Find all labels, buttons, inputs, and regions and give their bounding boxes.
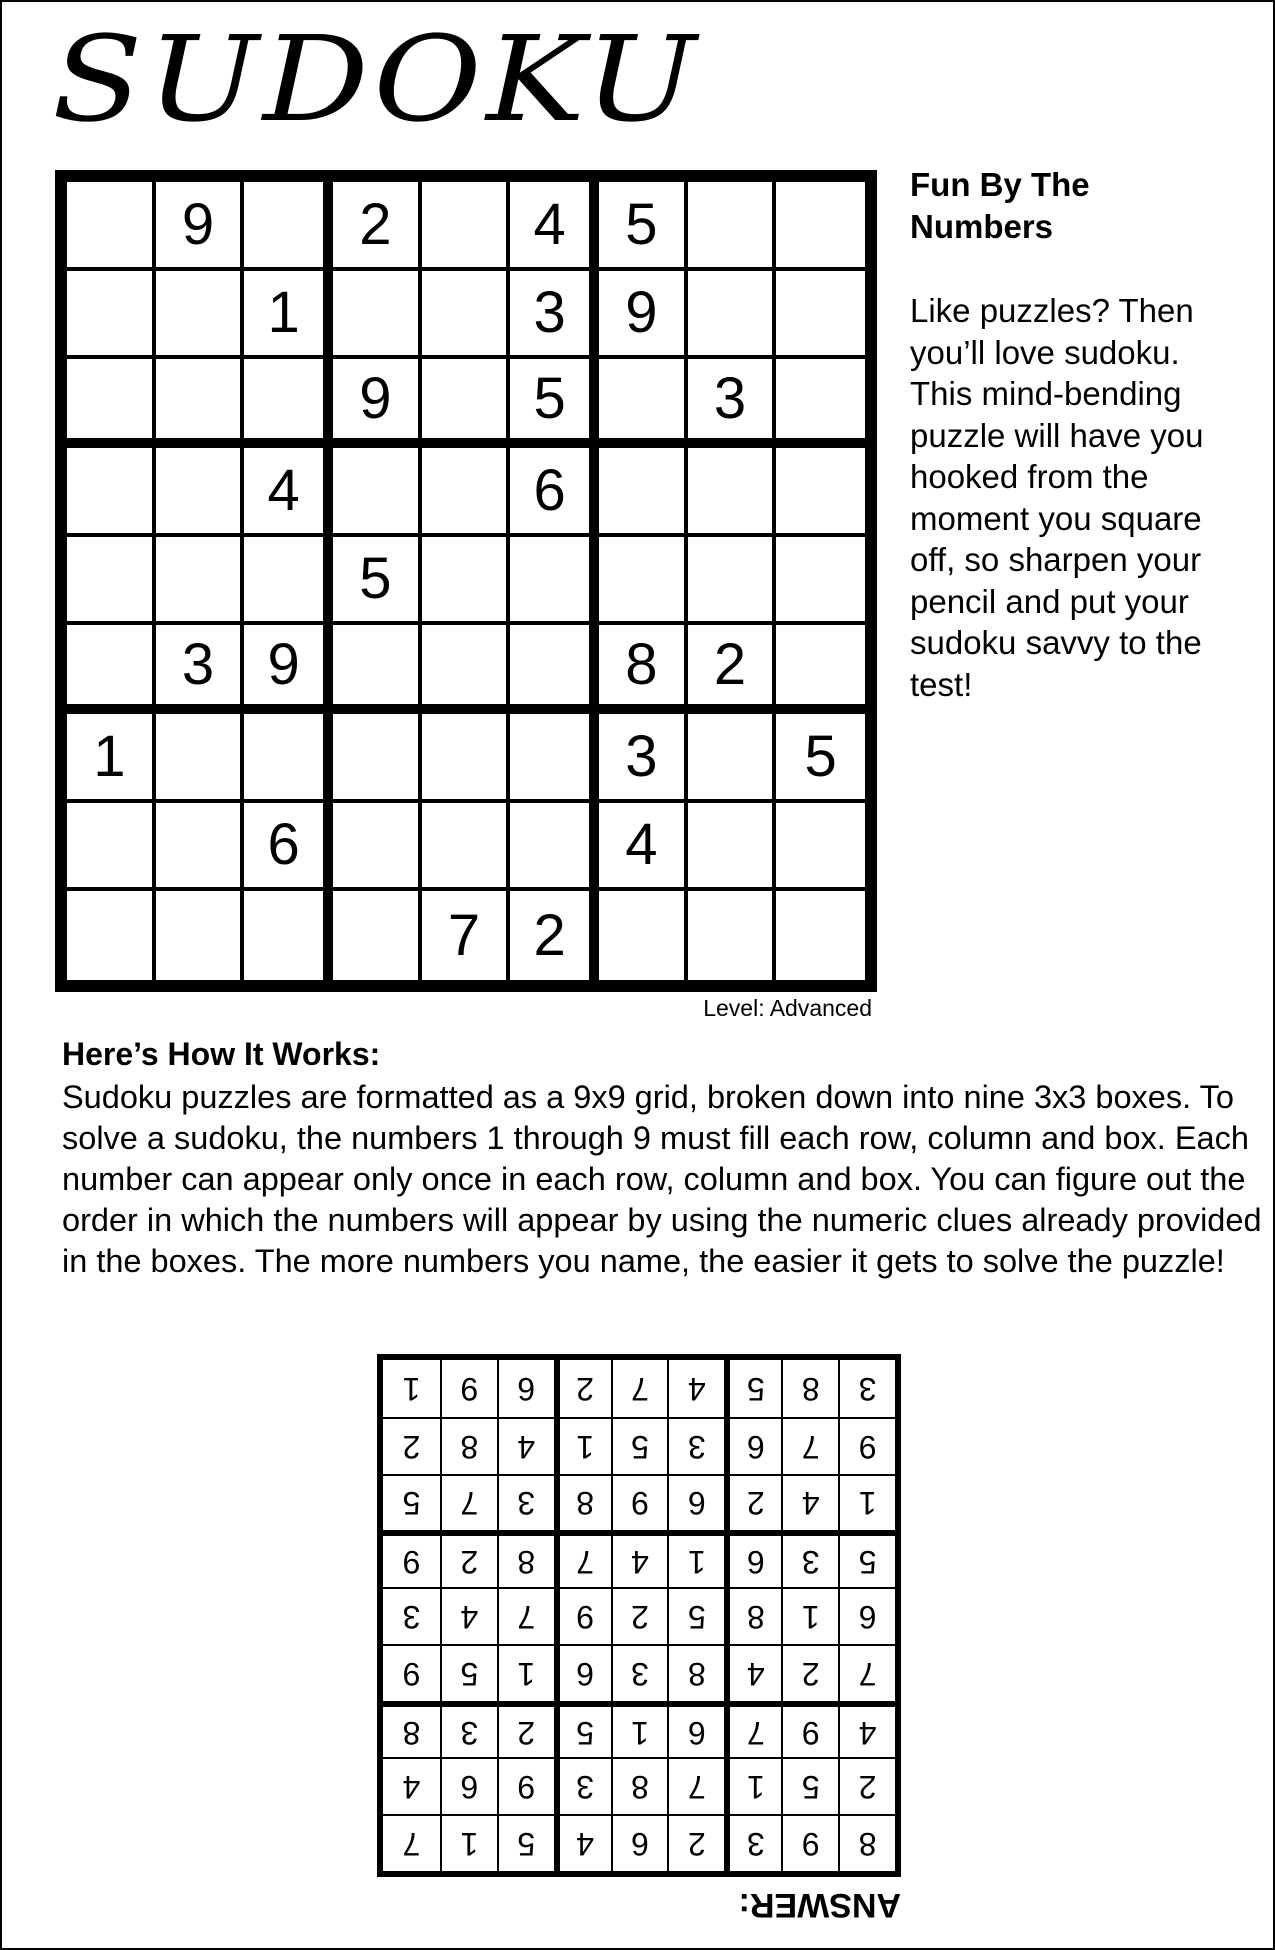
puzzle-cell-r2-c2[interactable]	[156, 271, 245, 360]
puzzle-cell-r7-c3[interactable]	[244, 714, 333, 803]
answer-cell-r8-c6: 1	[554, 1417, 611, 1474]
puzzle-cell-r7-c5[interactable]	[422, 714, 511, 803]
puzzle-cell-r8-c8[interactable]	[688, 803, 777, 892]
puzzle-cell-r1-c8[interactable]	[688, 182, 777, 271]
puzzle-cell-r2-c8[interactable]	[688, 271, 777, 360]
answer-cell-r3-c8: 3	[440, 1701, 497, 1758]
puzzle-cell-r9-c5[interactable]: 7	[422, 891, 511, 980]
puzzle-cell-r4-c4[interactable]	[333, 448, 422, 537]
puzzle-cell-r6-c5[interactable]	[422, 625, 511, 714]
answer-cell-r4-c8: 5	[440, 1644, 497, 1701]
answer-cell-r8-c9: 2	[383, 1417, 440, 1474]
answer-cell-r7-c3: 2	[724, 1474, 781, 1531]
instructions-text: Sudoku puzzles are formatted as a 9x9 grid, broken down into nine 3x3 boxes. To solve a sudoku, the numbers 1 through 9 must fill each row, column and box. Each number can appear only once in each row, column and box. You can figure out the order in which the numbers will appear by using the numeric clues already provided in the boxes. The more numbers you name, the easier it gets to solve the puzzle!	[62, 1079, 1262, 1279]
answer-cell-r3-c7: 2	[497, 1701, 554, 1758]
puzzle-cell-r4-c3[interactable]: 4	[244, 448, 333, 537]
answer-cell-r6-c5: 4	[611, 1530, 668, 1587]
answer-cell-r2-c3: 1	[724, 1757, 781, 1814]
answer-cell-r1-c1: 8	[838, 1814, 895, 1871]
answer-cell-r3-c5: 1	[611, 1701, 668, 1758]
puzzle-cell-r4-c7[interactable]	[599, 448, 688, 537]
puzzle-cell-r1-c5[interactable]	[422, 182, 511, 271]
answer-cell-r5-c1: 6	[838, 1587, 895, 1644]
puzzle-cell-r8-c6[interactable]	[510, 803, 599, 892]
answer-label: ANSWER:	[738, 1886, 901, 1924]
answer-cell-r4-c4: 8	[667, 1644, 724, 1701]
answer-cell-r1-c2: 9	[781, 1814, 838, 1871]
puzzle-cell-r6-c4[interactable]	[333, 625, 422, 714]
answer-cell-r8-c8: 8	[440, 1417, 497, 1474]
puzzle-cell-r8-c9[interactable]	[776, 803, 865, 892]
difficulty-level: Level: Advanced	[703, 995, 872, 1021]
answer-cell-r5-c8: 4	[440, 1587, 497, 1644]
answer-cell-r6-c1: 5	[838, 1530, 895, 1587]
answer-cell-r9-c5: 7	[611, 1360, 668, 1417]
puzzle-cell-r4-c5[interactable]	[422, 448, 511, 537]
answer-cell-r5-c3: 8	[724, 1587, 781, 1644]
answer-cell-r5-c7: 7	[497, 1587, 554, 1644]
puzzle-cell-r3-c4[interactable]: 9	[333, 359, 422, 448]
puzzle-cell-r7-c8[interactable]	[688, 714, 777, 803]
answer-cell-r5-c9: 3	[383, 1587, 440, 1644]
answer-cell-r4-c5: 3	[611, 1644, 668, 1701]
puzzle-cell-r2-c3[interactable]: 1	[244, 271, 333, 360]
puzzle-cell-r9-c1[interactable]	[67, 891, 156, 980]
answer-cell-r1-c7: 5	[497, 1814, 554, 1871]
answer-cell-r6-c4: 1	[667, 1530, 724, 1587]
answer-cell-r2-c2: 5	[781, 1757, 838, 1814]
answer-cell-r8-c1: 9	[838, 1417, 895, 1474]
answer-cell-r3-c2: 9	[781, 1701, 838, 1758]
answer-cell-r3-c3: 7	[724, 1701, 781, 1758]
puzzle-cell-r5-c3[interactable]	[244, 537, 333, 626]
puzzle-cell-r6-c6[interactable]	[510, 625, 599, 714]
puzzle-cell-r4-c2[interactable]	[156, 448, 245, 537]
puzzle-cell-r1-c4[interactable]: 2	[333, 182, 422, 271]
puzzle-cell-r7-c4[interactable]	[333, 714, 422, 803]
answer-cell-r9-c7: 6	[497, 1360, 554, 1417]
answer-cell-r4-c6: 6	[554, 1644, 611, 1701]
answer-cell-r4-c9: 9	[383, 1644, 440, 1701]
sidebar-heading: Fun By The Numbers	[910, 166, 1090, 245]
answer-cell-r2-c5: 8	[611, 1757, 668, 1814]
answer-cell-r9-c1: 3	[838, 1360, 895, 1417]
answer-cell-r6-c8: 2	[440, 1530, 497, 1587]
puzzle-cell-r5-c8[interactable]	[688, 537, 777, 626]
puzzle-cell-r8-c5[interactable]	[422, 803, 511, 892]
answer-cell-r2-c6: 3	[554, 1757, 611, 1814]
answer-cell-r1-c5: 6	[611, 1814, 668, 1871]
answer-cell-r6-c7: 8	[497, 1530, 554, 1587]
puzzle-cell-r4-c9[interactable]	[776, 448, 865, 537]
answer-cell-r3-c1: 4	[838, 1701, 895, 1758]
answer-cell-r7-c8: 7	[440, 1474, 497, 1531]
puzzle-cell-r1-c2[interactable]: 9	[156, 182, 245, 271]
answer-cell-r7-c7: 3	[497, 1474, 554, 1531]
puzzle-cell-r4-c8[interactable]	[688, 448, 777, 537]
puzzle-cell-r7-c6[interactable]	[510, 714, 599, 803]
answer-cell-r8-c3: 6	[724, 1417, 781, 1474]
answer-cell-r2-c7: 9	[497, 1757, 554, 1814]
sudoku-puzzle-grid	[55, 170, 877, 992]
page-title: SUDOKU	[52, 10, 701, 148]
puzzle-cell-r9-c2[interactable]	[156, 891, 245, 980]
puzzle-cell-r3-c2[interactable]	[156, 359, 245, 448]
answer-cell-r8-c4: 3	[667, 1417, 724, 1474]
answer-cell-r9-c2: 8	[781, 1360, 838, 1417]
puzzle-cell-r3-c8[interactable]: 3	[688, 359, 777, 448]
puzzle-cell-r3-c7[interactable]	[599, 359, 688, 448]
answer-cell-r7-c5: 9	[611, 1474, 668, 1531]
puzzle-cell-r5-c4[interactable]: 5	[333, 537, 422, 626]
answer-cell-r4-c2: 2	[781, 1644, 838, 1701]
puzzle-cell-r2-c6[interactable]: 3	[510, 271, 599, 360]
puzzle-cell-r9-c8[interactable]	[688, 891, 777, 980]
answer-cell-r1-c3: 3	[724, 1814, 781, 1871]
answer-cell-r5-c4: 5	[667, 1587, 724, 1644]
puzzle-cell-r7-c2[interactable]	[156, 714, 245, 803]
puzzle-cell-r5-c5[interactable]	[422, 537, 511, 626]
puzzle-cell-r6-c8[interactable]: 2	[688, 625, 777, 714]
puzzle-cell-r1-c9[interactable]	[776, 182, 865, 271]
answer-cell-r6-c2: 3	[781, 1530, 838, 1587]
puzzle-cell-r6-c2[interactable]: 3	[156, 625, 245, 714]
answer-cell-r9-c8: 9	[440, 1360, 497, 1417]
puzzle-cell-r3-c9[interactable]	[776, 359, 865, 448]
puzzle-cell-r6-c9[interactable]	[776, 625, 865, 714]
answer-cell-r3-c6: 5	[554, 1701, 611, 1758]
answer-cell-r6-c3: 6	[724, 1530, 781, 1587]
puzzle-cell-r2-c4[interactable]	[333, 271, 422, 360]
puzzle-cell-r5-c2[interactable]	[156, 537, 245, 626]
puzzle-cell-r3-c5[interactable]	[422, 359, 511, 448]
answer-cell-r2-c9: 4	[383, 1757, 440, 1814]
puzzle-cell-r5-c9[interactable]	[776, 537, 865, 626]
answer-cell-r7-c1: 1	[838, 1474, 895, 1531]
answer-cell-r1-c6: 4	[554, 1814, 611, 1871]
puzzle-cell-r8-c2[interactable]	[156, 803, 245, 892]
puzzle-cell-r8-c1[interactable]	[67, 803, 156, 892]
answer-cell-r5-c6: 9	[554, 1587, 611, 1644]
puzzle-cell-r8-c3[interactable]: 6	[244, 803, 333, 892]
answer-cell-r8-c2: 7	[781, 1417, 838, 1474]
puzzle-cell-r5-c7[interactable]	[599, 537, 688, 626]
puzzle-cell-r1-c1[interactable]	[67, 182, 156, 271]
puzzle-cell-r2-c1[interactable]	[67, 271, 156, 360]
puzzle-cell-r1-c7[interactable]: 5	[599, 182, 688, 271]
answer-cell-r4-c7: 1	[497, 1644, 554, 1701]
answer-cell-r9-c3: 5	[724, 1360, 781, 1417]
puzzle-cell-r1-c6[interactable]: 4	[510, 182, 599, 271]
puzzle-cell-r1-c3[interactable]	[244, 182, 333, 271]
answer-cell-r5-c2: 1	[781, 1587, 838, 1644]
puzzle-cell-r9-c3[interactable]	[244, 891, 333, 980]
instructions-heading: Here’s How It Works:	[62, 1036, 381, 1072]
puzzle-cell-r6-c3[interactable]: 9	[244, 625, 333, 714]
answer-cell-r1-c4: 2	[667, 1814, 724, 1871]
puzzle-cell-r4-c1[interactable]	[67, 448, 156, 537]
puzzle-cell-r9-c7[interactable]	[599, 891, 688, 980]
answer-cell-r2-c1: 2	[838, 1757, 895, 1814]
answer-cell-r1-c9: 7	[383, 1814, 440, 1871]
sidebar-text: Like puzzles? Then you’ll love sudoku. This mind-bending puzzle will have you hooked from the moment you square off, so sharpen your pencil and put your sudoku savvy to the test!	[910, 292, 1204, 703]
answer-section	[377, 1354, 901, 1922]
puzzle-cell-r6-c1[interactable]	[67, 625, 156, 714]
answer-cell-r3-c4: 6	[667, 1701, 724, 1758]
puzzle-cell-r7-c7[interactable]: 3	[599, 714, 688, 803]
puzzle-cell-r2-c5[interactable]	[422, 271, 511, 360]
answer-cell-r8-c7: 4	[497, 1417, 554, 1474]
answer-cell-r7-c9: 5	[383, 1474, 440, 1531]
answer-grid	[377, 1354, 901, 1877]
puzzle-cell-r8-c4[interactable]	[333, 803, 422, 892]
answer-cell-r7-c2: 4	[781, 1474, 838, 1531]
answer-cell-r9-c6: 2	[554, 1360, 611, 1417]
answer-cell-r5-c5: 2	[611, 1587, 668, 1644]
answer-cell-r2-c4: 7	[667, 1757, 724, 1814]
puzzle-cell-r2-c7[interactable]: 9	[599, 271, 688, 360]
puzzle-cell-r7-c1[interactable]: 1	[67, 714, 156, 803]
answer-cell-r4-c3: 4	[724, 1644, 781, 1701]
answer-cell-r6-c6: 7	[554, 1530, 611, 1587]
answer-cell-r4-c1: 7	[838, 1644, 895, 1701]
puzzle-cell-r3-c3[interactable]	[244, 359, 333, 448]
answer-cell-r2-c8: 6	[440, 1757, 497, 1814]
answer-cell-r1-c8: 1	[440, 1814, 497, 1871]
puzzle-cell-r9-c4[interactable]	[333, 891, 422, 980]
answer-cell-r9-c9: 1	[402, 1370, 421, 1407]
puzzle-cell-r3-c6[interactable]: 5	[510, 359, 599, 448]
puzzle-cell-r9-c6[interactable]: 2	[510, 891, 599, 980]
answer-cell-r7-c6: 8	[554, 1474, 611, 1531]
puzzle-cell-r9-c9[interactable]	[776, 891, 865, 980]
answer-cell-r6-c9: 9	[383, 1530, 440, 1587]
puzzle-cell-r3-c1[interactable]	[67, 359, 156, 448]
puzzle-cell-r8-c7[interactable]: 4	[599, 803, 688, 892]
puzzle-cell-r4-c6[interactable]: 6	[510, 448, 599, 537]
answer-cell-r3-c9: 8	[383, 1701, 440, 1758]
puzzle-cell-r7-c9[interactable]: 5	[776, 714, 865, 803]
puzzle-cell-r5-c1[interactable]	[67, 537, 156, 626]
answer-cell-r9-c4: 4	[667, 1360, 724, 1417]
puzzle-cell-r2-c9[interactable]	[776, 271, 865, 360]
puzzle-cell-r5-c6[interactable]	[510, 537, 599, 626]
answer-cell-r8-c5: 5	[611, 1417, 668, 1474]
answer-cell-r7-c4: 6	[667, 1474, 724, 1531]
puzzle-cell-r6-c7[interactable]: 8	[599, 625, 688, 714]
